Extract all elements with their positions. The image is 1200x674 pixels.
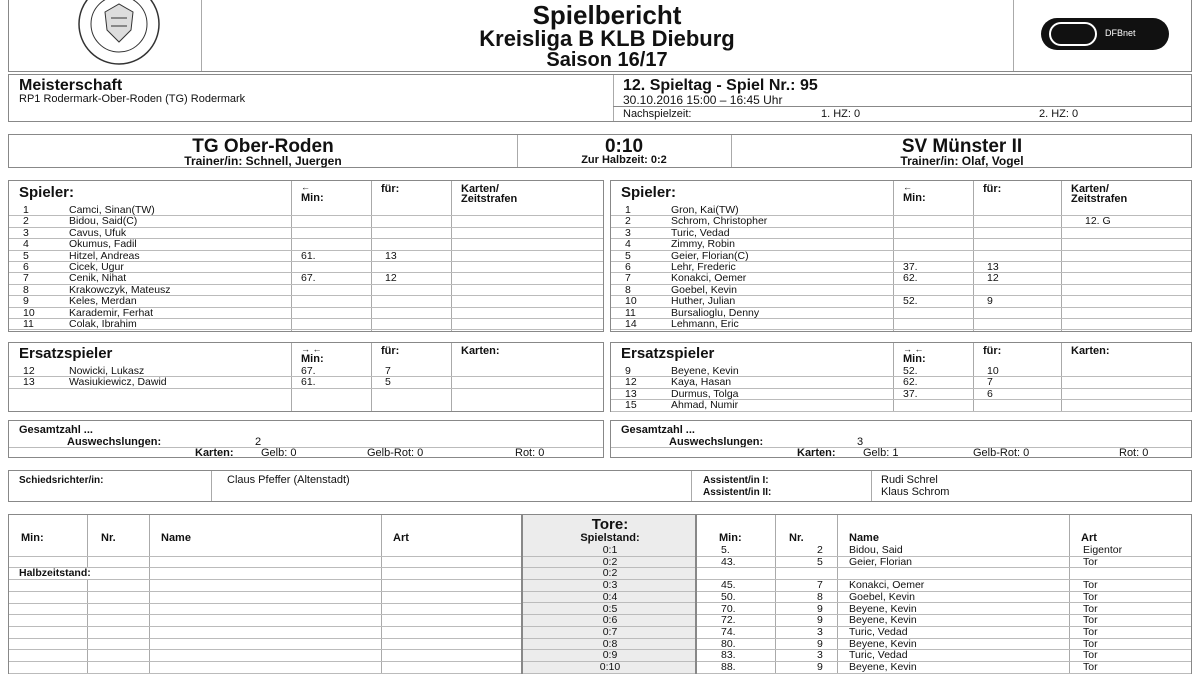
row-divider [9, 388, 603, 389]
row-divider [9, 649, 521, 650]
sub-for-number: 7 [987, 376, 993, 389]
referee-name: Claus Pfeffer (Altenstadt) [227, 474, 350, 486]
running-score: 0:7 [602, 625, 618, 638]
sub-for-number: 12 [385, 272, 397, 285]
player-name: Bursalioglu, Denny [671, 306, 760, 319]
goal-player-name: Beyene, Kevin [849, 661, 917, 673]
score-row [523, 662, 695, 674]
player-number: 4 [23, 238, 29, 251]
for-header: für: [983, 183, 1002, 195]
player-name: Cenik, Nihat [69, 272, 127, 285]
home-lineup [8, 180, 604, 332]
player-number: 11 [23, 318, 34, 330]
player-name: Durmus, Tolga [671, 387, 739, 400]
goals-away [696, 514, 1192, 674]
player-name: Gron, Kai(TW) [671, 204, 739, 216]
goal-type: Tor [1083, 590, 1098, 603]
away-team-name: SV Münster II [901, 136, 1023, 157]
goal-player-name: Beyene, Kevin [849, 637, 917, 650]
totals-heading: Gesamtzahl ... [621, 424, 695, 436]
goal-minute: 80. [721, 637, 736, 650]
player-name: Ahmad, Numir [671, 399, 739, 412]
player-number: 10 [23, 306, 35, 319]
cards-header: Karten/ [461, 183, 499, 195]
row-divider [9, 614, 521, 615]
stoppage-label: Nachspielzeit: [623, 108, 692, 120]
divider [611, 447, 1191, 448]
player-number: 1 [23, 204, 29, 216]
goal-row [697, 615, 1191, 627]
assistant2-name: Klaus Schrom [881, 486, 950, 498]
dfb-circle-icon [1049, 22, 1097, 46]
goal-player-name: Goebel, Kevin [849, 590, 915, 603]
player-number: 5 [625, 249, 631, 262]
divider [871, 471, 872, 501]
row-divider [9, 626, 521, 627]
sub-for-number: 13 [987, 261, 999, 273]
yellow-count: Gelb: 1 [863, 447, 899, 459]
player-number: 3 [23, 226, 29, 239]
yellow-red-count: Gelb-Rot: 0 [973, 447, 1030, 459]
player-number: 9 [23, 295, 29, 308]
player-name: Turic, Vedad [671, 226, 730, 239]
player-name: Wasiukiewicz, Dawid [69, 376, 167, 389]
goals-home [8, 514, 522, 674]
running-score: 0:2 [602, 567, 618, 580]
goal-player-number: 9 [817, 602, 823, 615]
divider [1013, 0, 1014, 71]
player-row [611, 400, 1191, 411]
goal-player-name: Beyene, Kevin [849, 614, 917, 627]
player-number: 8 [625, 283, 631, 296]
cards-header: Karten: [1071, 345, 1110, 357]
goal-row [697, 580, 1191, 592]
for-header: für: [381, 183, 400, 195]
goal-type: Tor [1083, 614, 1098, 627]
running-score: 0:3 [602, 579, 618, 592]
player-number: 10 [625, 295, 637, 308]
player-name: Nowicki, Lukasz [69, 365, 145, 377]
sub-minute: 52. [903, 295, 918, 308]
goal-row [697, 568, 1191, 580]
goal-minute: 70. [721, 602, 736, 615]
home-trainer: Trainer/in: Schnell, Juergen [184, 154, 342, 168]
dfbnet-logo [1041, 18, 1169, 50]
cards-header-2: Zeitstrafen [1071, 193, 1128, 205]
row-divider [611, 411, 1191, 412]
running-score: 0:6 [602, 614, 618, 627]
player-number: 7 [23, 272, 29, 285]
row-divider [9, 579, 521, 580]
min-header: Min: [903, 192, 926, 204]
row-divider [611, 329, 1191, 330]
goal-nr-header: Nr. [789, 532, 804, 544]
final-score: 0:10 [604, 136, 644, 157]
player-row [9, 296, 603, 307]
referee-label: Schiedsrichter/in: [19, 475, 104, 486]
goal-player-name: Bidou, Said [849, 544, 903, 556]
cards-header: Karten: [461, 345, 500, 357]
player-number: 8 [23, 283, 29, 296]
player-row [611, 296, 1191, 307]
score-row [523, 627, 695, 639]
goal-row [697, 627, 1191, 639]
for-header: für: [983, 345, 1002, 357]
sub-minute: 37. [903, 261, 918, 273]
goal-minute: 72. [721, 614, 736, 627]
running-score: 0:10 [599, 661, 621, 673]
sub-minute: 37. [903, 387, 918, 400]
goal-minute: 5. [721, 544, 730, 556]
player-name: Kaya, Hasan [671, 376, 732, 389]
subs-count-label: Auswechslungen: [669, 436, 764, 448]
away-sub-rows [611, 366, 1191, 412]
player-card: 12. G [1085, 215, 1111, 228]
player-number: 9 [625, 365, 631, 377]
player-row [9, 319, 603, 330]
player-number: 13 [23, 376, 35, 389]
player-name: Beyene, Kevin [671, 365, 739, 377]
min-arrow-icon: ← [301, 182, 310, 192]
yellow-red-count: Gelb-Rot: 0 [367, 447, 424, 459]
running-score: 0:5 [602, 602, 618, 615]
player-row [9, 239, 603, 250]
player-name: Cavus, Ufuk [69, 226, 127, 239]
swap-arrows-icon: → ← [903, 344, 924, 354]
player-name: Huther, Julian [671, 295, 736, 308]
row-divider [9, 591, 521, 592]
away-players-heading: Spieler: [621, 184, 677, 201]
red-count: Rot: 0 [515, 447, 545, 459]
sub-for-number: 9 [987, 295, 993, 308]
row-divider [9, 556, 521, 557]
player-number: 2 [625, 215, 631, 228]
player-name: Schrom, Christopher [671, 215, 768, 228]
match-datetime: 30.10.2016 15:00 – 16:45 Uhr [623, 93, 783, 107]
goal-art-header: Art [1081, 532, 1097, 544]
player-number: 14 [625, 318, 637, 330]
goals-heading: Tore: [591, 516, 629, 533]
goal-min-header: Min: [719, 532, 742, 544]
subs-count-label: Auswechslungen: [67, 436, 162, 448]
player-number: 5 [23, 249, 29, 262]
goal-player-number: 5 [817, 555, 823, 568]
goal-player-number: 9 [817, 661, 823, 673]
goal-name-header: Name [849, 532, 879, 544]
player-name: Hitzel, Andreas [69, 249, 140, 262]
sub-minute: 67. [301, 272, 316, 285]
player-row [9, 377, 603, 388]
away-player-rows [611, 205, 1191, 331]
player-name: Karademir, Ferhat [69, 306, 154, 319]
goal-type: Tor [1083, 579, 1098, 592]
sub-for-number: 13 [385, 249, 397, 262]
min-header: Min: [903, 353, 926, 365]
goal-row [697, 650, 1191, 662]
player-name: Camci, Sinan(TW) [69, 204, 155, 216]
away-trainer: Trainer/in: Olaf, Vogel [900, 154, 1024, 168]
totals-heading: Gesamtzahl ... [19, 424, 93, 436]
player-name: Okumus, Fadil [69, 238, 137, 251]
goal-minute: 45. [721, 579, 736, 592]
goal-nr-header: Nr. [101, 532, 116, 544]
player-number: 12 [23, 365, 35, 377]
first-half-stoppage: 1. HZ: 0 [821, 108, 861, 120]
assistant1-label: Assistent/in I: [703, 475, 769, 486]
away-subs [610, 342, 1192, 412]
sub-minute: 52. [903, 365, 918, 377]
goal-player-name: Geier, Florian [849, 555, 913, 568]
goal-minute: 88. [721, 661, 736, 673]
halftime-label: Halbzeitstand: [19, 568, 95, 579]
divider [211, 471, 212, 501]
goal-type: Tor [1083, 602, 1098, 615]
score-row [523, 592, 695, 604]
player-number: 1 [625, 204, 631, 216]
goals-score-column [522, 514, 696, 674]
goal-minute: 50. [721, 590, 736, 603]
goal-minute: 43. [721, 555, 736, 568]
yellow-count: Gelb: 0 [261, 447, 297, 459]
goal-type: Tor [1083, 625, 1098, 638]
goal-player-number: 2 [817, 544, 823, 556]
player-name: Cicek, Ugur [69, 261, 124, 273]
player-number: 13 [625, 387, 637, 400]
goal-player-name: Turic, Vedad [849, 625, 908, 638]
player-number: 4 [625, 238, 631, 251]
home-goal-rows [9, 545, 521, 674]
player-name: Konakci, Oemer [671, 272, 747, 285]
divider [691, 471, 692, 501]
running-score: 0:2 [602, 555, 618, 568]
running-score: 0:9 [602, 649, 618, 662]
officials [8, 470, 1192, 502]
hfv-logo [31, 0, 207, 68]
player-number: 11 [625, 306, 636, 319]
second-half-stoppage: 2. HZ: 0 [1039, 108, 1079, 120]
min-arrow-icon: ← [903, 182, 912, 192]
home-totals [8, 420, 604, 458]
score-bar [8, 134, 1192, 168]
goal-type: Tor [1083, 555, 1098, 568]
goal-player-name: Konakci, Oemer [849, 579, 925, 592]
row-divider [9, 603, 521, 604]
away-subs-heading: Ersatzspieler [621, 345, 715, 362]
home-subs [8, 342, 604, 412]
player-number: 6 [625, 261, 631, 273]
goal-row [697, 557, 1191, 569]
goal-row [697, 639, 1191, 651]
row-divider [9, 329, 603, 330]
cards-total-label: Karten: [195, 447, 234, 459]
goal-type: Tor [1083, 649, 1098, 662]
header-box [8, 0, 1192, 72]
goal-art-header: Art [393, 532, 409, 544]
goal-minute: 83. [721, 649, 736, 662]
subs-count: 3 [857, 436, 864, 448]
goal-player-name: Turic, Vedad [849, 649, 908, 662]
home-team-name: TG Ober-Roden [192, 136, 334, 157]
matchday: 12. Spieltag - Spiel Nr.: 95 [623, 77, 818, 94]
goal-row [697, 545, 1191, 557]
goal-player-number: 3 [817, 649, 823, 662]
running-score: 0:8 [602, 637, 618, 650]
assistant2-label: Assistent/in II: [703, 487, 772, 498]
match-info [8, 74, 1192, 122]
sub-for-number: 12 [987, 272, 999, 285]
assistant1-name: Rudi Schrel [881, 474, 938, 486]
sub-for-number: 6 [987, 387, 993, 400]
player-name: Bidou, Said(C) [69, 215, 138, 228]
report-title: Spielbericht [532, 0, 682, 30]
sub-minute: 61. [301, 376, 316, 389]
goal-name-header: Name [161, 532, 191, 544]
player-number: 7 [625, 272, 631, 285]
away-lineup [610, 180, 1192, 332]
home-player-rows [9, 205, 603, 331]
player-name: Geier, Florian(C) [671, 249, 749, 262]
goal-player-number: 8 [817, 590, 823, 603]
home-players-heading: Spieler: [19, 184, 75, 201]
away-goal-rows [697, 545, 1191, 674]
sub-for-number: 10 [987, 365, 999, 377]
player-name: Lehmann, Eric [671, 318, 739, 330]
goal-player-number: 3 [817, 625, 823, 638]
score-rows [523, 545, 695, 674]
player-name: Colak, Ibrahim [69, 318, 137, 330]
running-score: 0:1 [602, 544, 618, 556]
player-name: Keles, Merdan [69, 295, 137, 308]
goal-player-number: 7 [817, 579, 823, 592]
home-sub-rows [9, 366, 603, 412]
cards-header-2: Zeitstrafen [461, 193, 518, 205]
venue: RP1 Rodermark-Ober-Roden (TG) Rodermark [19, 93, 246, 105]
min-header: Min: [301, 192, 324, 204]
goal-player-number: 9 [817, 637, 823, 650]
running-score-header: Spielstand: [580, 532, 640, 544]
row-divider [9, 638, 521, 639]
cards-total-label: Karten: [797, 447, 836, 459]
goal-player-name: Beyene, Kevin [849, 602, 917, 615]
player-name: Goebel, Kevin [671, 283, 737, 296]
goal-type: Tor [1083, 661, 1098, 673]
running-score: 0:4 [602, 590, 618, 603]
divider [613, 75, 614, 121]
goal-player-number: 9 [817, 614, 823, 627]
home-subs-heading: Ersatzspieler [19, 345, 113, 362]
hfv-logo-icon [31, 0, 207, 68]
goal-minute: 74. [721, 625, 736, 638]
divider [613, 106, 1191, 107]
row-divider [9, 661, 521, 662]
red-count: Rot: 0 [1119, 447, 1149, 459]
goal-type: Eigentor [1083, 544, 1123, 556]
player-name: Lehr, Frederic [671, 261, 736, 273]
player-row [611, 319, 1191, 330]
sub-minute: 62. [903, 272, 918, 285]
min-header: Min: [301, 353, 324, 365]
sub-minute: 62. [903, 376, 918, 389]
sub-minute: 61. [301, 249, 316, 262]
halftime-score: Zur Halbzeit: 0:2 [581, 154, 667, 166]
player-number: 12 [625, 376, 637, 389]
player-number: 2 [23, 215, 29, 228]
sub-for-number: 7 [385, 365, 391, 377]
goal-type: Tor [1083, 637, 1098, 650]
competition: Meisterschaft [19, 77, 123, 94]
for-header: für: [381, 345, 400, 357]
league-title: Kreisliga B KLB Dieburg [479, 26, 735, 51]
goal-row [697, 604, 1191, 616]
score-row [523, 545, 695, 557]
goal-row [697, 592, 1191, 604]
player-number: 3 [625, 226, 631, 239]
player-name: Zimmy, Robin [671, 238, 735, 251]
sub-minute: 67. [301, 365, 316, 377]
season-title: Saison 16/17 [546, 49, 668, 71]
divider [9, 447, 603, 448]
goal-row [697, 662, 1191, 674]
cards-header: Karten/ [1071, 183, 1109, 195]
swap-arrows-icon: → ← [301, 344, 322, 354]
away-totals [610, 420, 1192, 458]
dfbnet-label: DFBnet [1105, 28, 1136, 38]
subs-count: 2 [255, 436, 262, 448]
player-number: 6 [23, 261, 29, 273]
sub-for-number: 5 [385, 376, 391, 389]
goal-min-header: Min: [21, 532, 44, 544]
player-row [611, 239, 1191, 250]
player-name: Krakowczyk, Mateusz [69, 283, 171, 296]
player-number: 15 [625, 399, 637, 412]
